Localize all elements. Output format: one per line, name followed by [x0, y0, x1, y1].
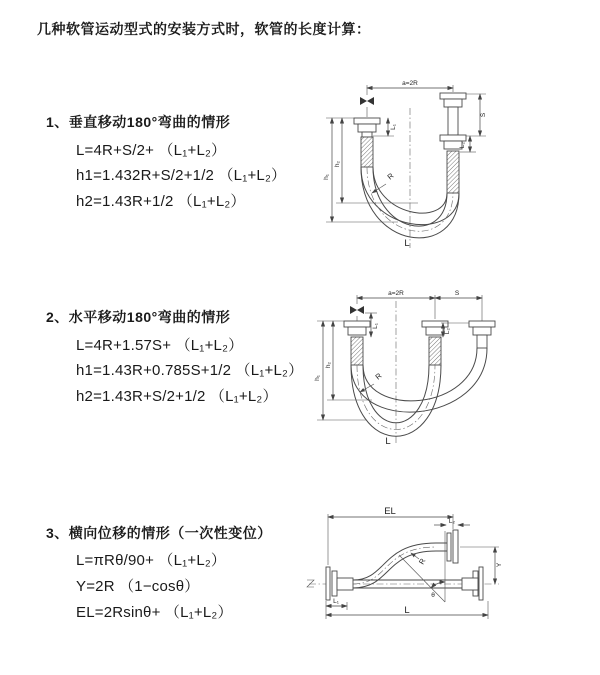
section-3-formula-L: L=πRθ/90+ （L₁+L₂） — [76, 552, 227, 569]
dimension-s — [466, 94, 487, 136]
section-1-formula-L: L=4R+S/2+ （L₁+L₂） — [76, 142, 227, 159]
section-1-formula-h1: h1=1.432R+S/2+1/2 （L₁+L₂） — [76, 167, 287, 184]
dim-label-l2: L₂ — [444, 327, 451, 335]
dim-label-l2: L₂ — [459, 141, 466, 149]
dim-label-l1: L₁ — [333, 598, 339, 605]
dim-label-a2r: a=2R — [388, 290, 404, 297]
diagram-vertical-180-bend — [310, 72, 505, 252]
hose-u-bends — [351, 348, 487, 436]
bottom-right-flange — [462, 567, 483, 600]
top-right-flange — [436, 530, 458, 563]
page-title: 几种软管运动型式的安装方式时，软管的长度计算： — [37, 21, 371, 37]
radius-label: R — [416, 556, 428, 566]
dimension-s — [435, 290, 482, 321]
section-2-formula-L: L=4R+1.57S+ （L₁+L₂） — [76, 337, 244, 354]
dim-label-h2: h₂ — [325, 361, 332, 369]
left-end-fitting — [344, 321, 370, 365]
right-end-fitting — [469, 321, 495, 348]
radius-callout — [411, 553, 428, 566]
length-label: L — [385, 436, 391, 447]
angle-construction — [399, 531, 445, 602]
bottom-left-flange — [326, 567, 353, 600]
dim-label-s: S — [480, 112, 487, 118]
dim-label-h1: h₁ — [323, 174, 330, 180]
radius-label: R — [385, 171, 396, 182]
dim-label-l2: L₂ — [448, 518, 456, 525]
section-3-formula-Y: Y=2R （1−cosθ） — [76, 578, 200, 595]
dim-label-s: S — [454, 290, 460, 297]
section-3-heading: 3、横向位移的情形（一次性变位） — [46, 525, 272, 541]
dimension-h1 — [323, 118, 398, 222]
dimension-l — [326, 601, 488, 619]
length-label: L — [404, 238, 410, 249]
diagram-horizontal-180-bend — [308, 283, 508, 453]
dim-label-a2r: a=2R — [402, 80, 418, 87]
dim-label-h2: h₂ — [334, 160, 341, 168]
left-end-fitting — [354, 118, 380, 167]
angle-label: θ — [431, 592, 435, 599]
dim-label-el: EL — [384, 506, 396, 517]
centerline-mark — [307, 580, 314, 587]
dim-label-l1: L₁ — [390, 124, 397, 130]
diagram-lateral-displacement — [303, 503, 508, 633]
valve-icon — [350, 306, 364, 314]
dim-label-h1: h₁ — [314, 375, 321, 381]
section-2-heading: 2、水平移动180°弯曲的情形 — [46, 309, 231, 325]
dimension-el — [328, 506, 453, 565]
section-1-formula-h2: h2=1.43R+1/2 （L₁+L₂） — [76, 193, 246, 210]
dimension-l2 — [434, 518, 470, 525]
section-2-formula-h1: h1=1.43R+0.785S+1/2 （L₁+L₂） — [76, 362, 304, 379]
middle-end-fitting — [422, 321, 448, 365]
dim-label-y: Y — [496, 562, 503, 568]
dim-label-l1: L₁ — [372, 323, 379, 329]
length-label: L — [404, 605, 410, 616]
valve-icon — [360, 97, 374, 105]
section-1-heading: 1、垂直移动180°弯曲的情形 — [46, 114, 231, 130]
radius-label: R — [373, 371, 384, 382]
section-3-formula-EL: EL=2Rsinθ+ （L₁+L₂） — [76, 604, 233, 621]
section-2-formula-h2: h2=1.43R+S/2+1/2 （L₁+L₂） — [76, 388, 278, 405]
